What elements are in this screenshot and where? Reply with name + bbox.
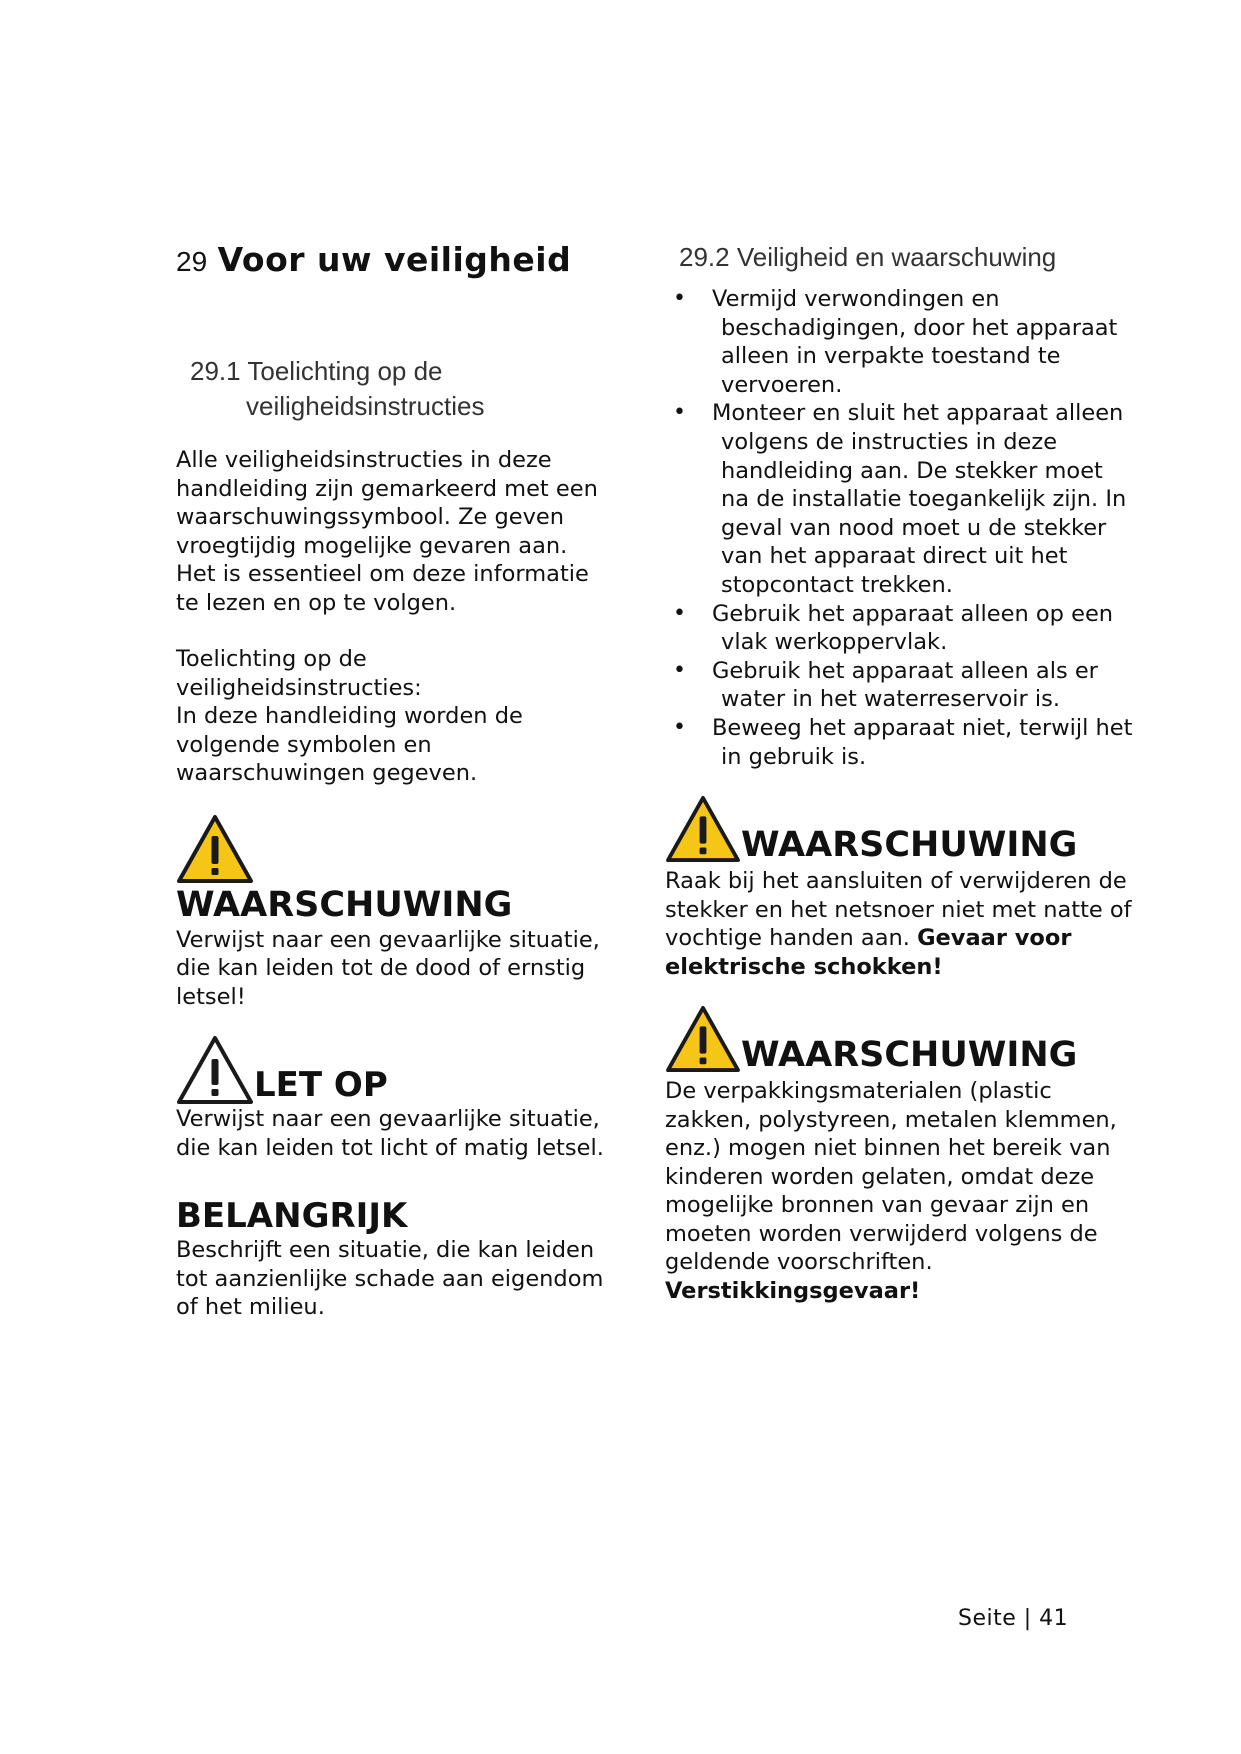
warning-packaging-text: De verpakkingsmaterialen (plastic zakken, polystyreen, metalen klemmen, enz.) mogen niet binnen het bereik van kinderen worden gelaten, omdat deze mogelijke bronnen van gevaar zijn en moeten worden verwijderd volgens de geldende voorschriften. [665,1078,1117,1276]
list-item: • Gebruik het apparaat alleen als er water in het waterreservoir is. [697,657,1135,714]
legend-warning [176,814,606,1012]
warning-packaging-emphasis: Verstikkingsgevaar! [665,1277,921,1304]
right-column [665,240,1135,1305]
legend-important-label: BELANGRIJK [176,1196,408,1236]
list-item: • Monteer en sluit het apparaat alleen volgens de instructies in deze handleiding aan. De stekker moet na de installatie toegankelijk zijn. In geval van nood moet u de stekker van het apparaat direct uit het stopcontact trekken. [697,399,1135,599]
intro-legend-title: Toelichting op de veiligheidsinstructies: [176,646,422,701]
intro-legend-text: In deze handleiding worden de volgende symbolen en waarschuwingen gegeven. [176,703,523,786]
subsection-heading-29-1 [190,354,606,424]
list-item: • Vermijd verwondingen en beschadigingen, door het apparaat alleen in verpakte toestand te vervoeren. [697,285,1135,399]
legend-important [176,1196,606,1322]
left-column [176,240,606,1322]
safety-bullet-list [665,285,1135,771]
warning-electric-emphasis: Gevaar voor elektrische schokken! [665,925,1072,980]
warning-electric-text-block [665,867,1135,981]
warning-triangle-icon [665,795,741,863]
section-title: Voor uw veiligheid [217,240,572,279]
intro-paragraph: Alle veiligheidsinstructies in deze handleiding zijn gemarkeerd met een waarschuwingssymbool. Ze geven vroegtijdig mogelijke gevaren aan. Het is essentieel om deze informatie te lezen en op te volgen. [176,447,598,616]
list-item: • Gebruik het apparaat alleen op een vlak werkoppervlak. [697,600,1135,657]
caution-triangle-icon [176,1035,254,1105]
warning-electric [665,795,1135,981]
warning-triangle-icon [665,1005,741,1073]
legend-warning-label: WAARSCHUWING [176,884,513,925]
warning-packaging [665,1005,1135,1305]
warning-packaging-label: WAARSCHUWING [741,1035,1078,1076]
subsection-number: 29.2 [679,242,730,272]
section-number: 29 [176,246,208,277]
legend-caution [176,1035,606,1162]
warning-electric-label: WAARSCHUWING [741,825,1078,866]
subsection-number: 29.1 [190,356,241,386]
subsection-title: Veiligheid en waarschuwing [736,242,1057,272]
subsection-title-line1: Toelichting op de [247,356,443,386]
section-heading [176,240,606,282]
warning-triangle-icon [176,814,254,884]
subsection-heading-29-2 [679,240,1135,275]
legend-important-text: Beschrijft een situatie, die kan leiden tot aanzienlijke schade aan eigendom of het milieu. [176,1237,604,1320]
warning-electric-text: Raak bij het aansluiten of verwijderen de stekker en het netsnoer niet met natte of vochtige handen aan. [665,868,1132,952]
legend-warning-text: Verwijst naar een gevaarlijke situatie, die kan leiden tot de dood of ernstig letsel! [176,926,600,1010]
legend-caution-text: Verwijst naar een gevaarlijke situatie, die kan leiden tot licht of matig letsel. [176,1106,604,1161]
list-item: • Beweeg het apparaat niet, terwijl het in gebruik is. [697,714,1135,771]
subsection-title-line2: veiligheidsinstructies [246,391,485,421]
legend-caution-label: LET OP [254,1065,388,1105]
page-number: Seite | 41 [958,1606,1069,1631]
